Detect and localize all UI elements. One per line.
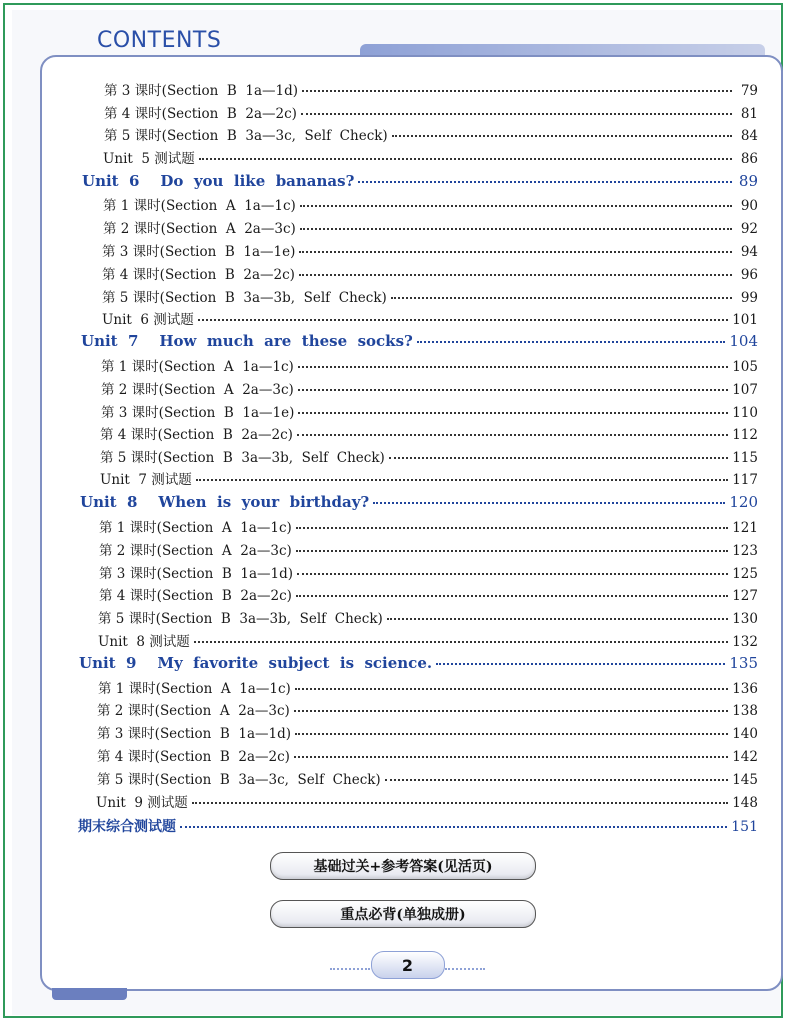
dot-leader bbox=[373, 499, 725, 504]
entry-page-number: 120 bbox=[729, 493, 758, 511]
dot-leader bbox=[387, 615, 728, 620]
answers-button[interactable] bbox=[270, 852, 536, 880]
final-exam-entry[interactable] bbox=[78, 816, 758, 836]
lesson-entry[interactable] bbox=[103, 147, 758, 167]
page-number-right-dots bbox=[445, 966, 485, 970]
lesson-entry[interactable] bbox=[100, 468, 758, 488]
dot-leader bbox=[297, 570, 728, 575]
page-number-left-dots bbox=[330, 966, 370, 970]
entry-page-number: 104 bbox=[729, 332, 758, 350]
entry-page-number: 89 bbox=[738, 172, 758, 190]
lesson-entry[interactable] bbox=[97, 722, 758, 742]
entry-label: 第 3 课时(Section B 1a—1e) bbox=[101, 405, 295, 421]
entry-label: 第 4 课时(Section B 2a—2c) bbox=[102, 267, 295, 283]
contents-title: CONTENTS bbox=[97, 28, 222, 53]
entry-label: 第 2 课时(Section A 2a—3c) bbox=[103, 221, 296, 237]
lesson-entry[interactable] bbox=[103, 217, 758, 237]
lesson-entry[interactable] bbox=[104, 102, 758, 122]
dot-leader bbox=[389, 454, 728, 459]
entry-page-number: 123 bbox=[732, 543, 758, 559]
lesson-entry[interactable] bbox=[97, 768, 758, 788]
dot-leader bbox=[385, 776, 729, 781]
entry-page-number: 86 bbox=[740, 151, 758, 167]
dot-leader bbox=[199, 155, 732, 160]
entry-page-number: 151 bbox=[731, 819, 758, 835]
lesson-entry[interactable] bbox=[102, 263, 758, 283]
entry-page-number: 94 bbox=[740, 244, 758, 260]
entry-page-number: 117 bbox=[732, 472, 758, 488]
entry-page-number: 92 bbox=[740, 221, 758, 237]
entry-page-number: 148 bbox=[732, 795, 758, 811]
unit-heading[interactable] bbox=[80, 493, 758, 513]
entry-label: 第 4 课时(Section B 2a—2c) bbox=[99, 588, 292, 604]
entry-page-number: 112 bbox=[732, 427, 758, 443]
lesson-entry[interactable] bbox=[103, 194, 758, 214]
entry-page-number: 140 bbox=[732, 726, 758, 742]
dot-leader bbox=[198, 316, 728, 321]
lesson-entry[interactable] bbox=[99, 516, 758, 536]
dot-leader bbox=[299, 271, 732, 276]
entry-label: 第 5 课时(Section B 3a—3b, Self Check) bbox=[102, 290, 387, 306]
lesson-entry[interactable] bbox=[98, 607, 758, 627]
entry-label: Unit 7 How much are these socks? bbox=[81, 332, 413, 350]
entry-label: Unit 5 测试题 bbox=[103, 151, 195, 167]
dot-leader bbox=[298, 363, 728, 368]
entry-page-number: 115 bbox=[732, 450, 758, 466]
entry-label: 第 4 课时(Section B 2a—2c) bbox=[104, 106, 297, 122]
entry-label: 第 1 课时(Section A 1a—1c) bbox=[99, 520, 292, 536]
entry-label: 期末综合测试题 bbox=[78, 819, 176, 835]
entry-label: 第 2 课时(Section A 2a—3c) bbox=[101, 382, 294, 398]
unit-heading[interactable] bbox=[82, 172, 758, 192]
entry-label: Unit 9 My favorite subject is science. bbox=[79, 654, 433, 672]
dot-leader bbox=[294, 753, 728, 758]
dot-leader bbox=[297, 431, 728, 436]
entry-label: 第 4 课时(Section B 2a—2c) bbox=[97, 749, 290, 765]
entry-page-number: 79 bbox=[740, 83, 758, 99]
entry-page-number: 132 bbox=[732, 634, 758, 650]
lesson-entry[interactable] bbox=[102, 286, 758, 306]
entry-label: 第 5 课时(Section B 3a—3b, Self Check) bbox=[98, 611, 383, 627]
entry-label: 第 5 课时(Section B 3a—3b, Self Check) bbox=[100, 450, 385, 466]
lesson-entry[interactable] bbox=[100, 423, 758, 443]
dot-leader bbox=[358, 178, 732, 183]
dot-leader bbox=[192, 799, 728, 804]
keypoints-button-label: 重点必背(单独成册) bbox=[340, 907, 466, 923]
lesson-entry[interactable] bbox=[100, 446, 758, 466]
entry-label: 第 4 课时(Section B 2a—2c) bbox=[100, 427, 293, 443]
entry-page-number: 96 bbox=[740, 267, 758, 283]
entry-label: 第 5 课时(Section B 3a—3c, Self Check) bbox=[97, 772, 381, 788]
entry-label: 第 1 课时(Section A 1a—1c) bbox=[101, 359, 294, 375]
dot-leader bbox=[296, 547, 728, 552]
dot-leader bbox=[296, 524, 728, 529]
lesson-entry[interactable] bbox=[101, 378, 758, 398]
entry-page-number: 81 bbox=[740, 106, 758, 122]
footer-decoration-bar bbox=[52, 988, 127, 1000]
entry-label: Unit 9 测试题 bbox=[96, 795, 188, 811]
dot-leader bbox=[302, 87, 732, 92]
lesson-entry[interactable] bbox=[99, 562, 758, 582]
dot-leader bbox=[392, 132, 732, 137]
entry-label: Unit 8 When is your birthday? bbox=[80, 493, 370, 511]
page-number-badge bbox=[330, 950, 485, 980]
entry-page-number: 138 bbox=[732, 703, 758, 719]
lesson-entry[interactable] bbox=[101, 401, 758, 421]
entry-label: Unit 7 测试题 bbox=[100, 472, 192, 488]
dot-leader bbox=[295, 730, 728, 735]
lesson-entry[interactable] bbox=[101, 355, 758, 375]
dot-leader bbox=[194, 638, 728, 643]
lesson-entry[interactable] bbox=[98, 677, 758, 697]
entry-label: Unit 6 测试题 bbox=[102, 312, 194, 328]
dot-leader bbox=[417, 338, 726, 343]
dot-leader bbox=[301, 110, 732, 115]
unit-heading[interactable] bbox=[81, 332, 758, 352]
dot-leader bbox=[391, 294, 732, 299]
dot-leader bbox=[298, 386, 728, 391]
entry-page-number: 135 bbox=[729, 654, 758, 672]
dot-leader bbox=[295, 685, 728, 690]
dot-leader bbox=[300, 202, 732, 207]
entry-label: Unit 6 Do you like bananas? bbox=[82, 172, 355, 190]
unit-heading[interactable] bbox=[79, 654, 758, 674]
lesson-entry[interactable] bbox=[97, 745, 758, 765]
entry-label: 第 1 课时(Section A 1a—1c) bbox=[98, 681, 291, 697]
page-number: 2 bbox=[371, 951, 445, 979]
entry-page-number: 90 bbox=[740, 198, 758, 214]
entry-page-number: 105 bbox=[732, 359, 758, 375]
entry-page-number: 145 bbox=[732, 772, 758, 788]
lesson-entry[interactable] bbox=[99, 539, 758, 559]
dot-leader bbox=[180, 823, 727, 828]
entry-page-number: 110 bbox=[732, 405, 758, 421]
entry-page-number: 99 bbox=[740, 290, 758, 306]
lesson-entry[interactable] bbox=[99, 584, 758, 604]
dot-leader bbox=[296, 592, 728, 597]
lesson-entry[interactable] bbox=[102, 308, 758, 328]
entry-page-number: 142 bbox=[732, 749, 758, 765]
entry-label: 第 3 课时(Section B 1a—1d) bbox=[97, 726, 292, 742]
entry-page-number: 125 bbox=[732, 566, 758, 582]
entry-label: 第 3 课时(Section B 1a—1d) bbox=[99, 566, 294, 582]
answers-button-label: 基础过关+参考答案(见活页) bbox=[313, 859, 493, 875]
entry-page-number: 136 bbox=[732, 681, 758, 697]
entry-page-number: 121 bbox=[732, 520, 758, 536]
entry-label: 第 2 课时(Section A 2a—3c) bbox=[99, 543, 292, 559]
dot-leader bbox=[300, 225, 732, 230]
entry-page-number: 130 bbox=[732, 611, 758, 627]
entry-label: 第 2 课时(Section A 2a—3c) bbox=[97, 703, 290, 719]
dot-leader bbox=[196, 476, 728, 481]
entry-label: 第 3 课时(Section B 1a—1d) bbox=[104, 83, 299, 99]
entry-label: 第 1 课时(Section A 1a—1c) bbox=[103, 198, 296, 214]
lesson-entry[interactable] bbox=[96, 791, 758, 811]
entry-page-number: 101 bbox=[732, 312, 758, 328]
entry-page-number: 127 bbox=[732, 588, 758, 604]
entry-page-number: 107 bbox=[732, 382, 758, 398]
entry-label: Unit 8 测试题 bbox=[98, 634, 190, 650]
dot-leader bbox=[299, 248, 732, 253]
lesson-entry[interactable] bbox=[98, 630, 758, 650]
dot-leader bbox=[294, 707, 728, 712]
keypoints-button[interactable] bbox=[270, 900, 536, 928]
lesson-entry[interactable] bbox=[102, 240, 758, 260]
entry-label: 第 5 课时(Section B 3a—3c, Self Check) bbox=[104, 128, 388, 144]
lesson-entry[interactable] bbox=[104, 124, 758, 144]
dot-leader bbox=[298, 409, 728, 414]
entry-label: 第 3 课时(Section B 1a—1e) bbox=[102, 244, 296, 260]
lesson-entry[interactable] bbox=[104, 79, 758, 99]
lesson-entry[interactable] bbox=[97, 699, 758, 719]
dot-leader bbox=[436, 660, 725, 665]
entry-page-number: 84 bbox=[740, 128, 758, 144]
